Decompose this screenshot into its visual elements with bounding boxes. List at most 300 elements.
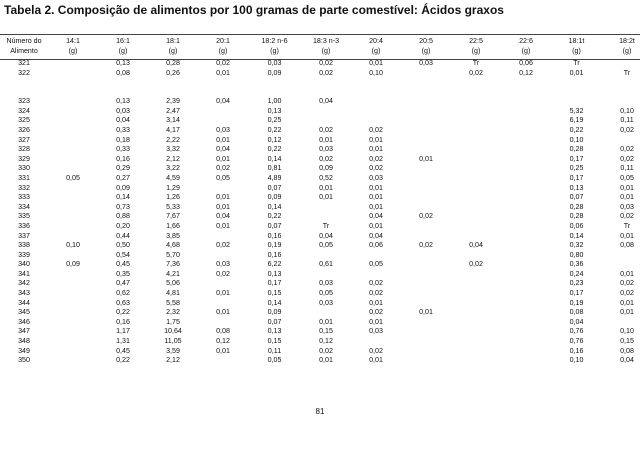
value-cell — [401, 97, 451, 107]
value-cell: 3,59 — [166, 346, 180, 355]
value-cell: 4,21 — [166, 269, 180, 278]
column-header — [148, 36, 198, 59]
value-cell — [451, 78, 501, 97]
table-row — [0, 59, 640, 69]
food-number-cell: 346 — [18, 317, 30, 326]
value-cell: 0,04 — [469, 241, 483, 250]
value-cell — [48, 347, 98, 357]
value-cell: 0,10 — [620, 327, 634, 336]
column-header — [301, 36, 351, 59]
food-number-cell: 347 — [18, 327, 30, 336]
value-cell — [48, 116, 98, 126]
value-cell: 0,23 — [569, 279, 584, 288]
value-cell: 0,04 — [369, 231, 383, 240]
value-cell — [401, 299, 451, 309]
column-header — [351, 36, 401, 59]
value-cell: 0,01 — [369, 356, 383, 365]
value-cell: 0,08 — [569, 308, 584, 317]
value-cell: 0,14 — [569, 231, 584, 240]
value-cell — [401, 318, 451, 328]
value-cell: 0,16 — [116, 154, 130, 163]
value-cell — [48, 289, 98, 299]
table-row — [0, 78, 640, 97]
value-cell — [351, 251, 401, 261]
value-cell: 0,04 — [216, 97, 230, 106]
value-cell — [451, 174, 501, 184]
value-cell — [501, 318, 551, 328]
value-cell — [401, 164, 451, 174]
value-cell: 0,22 — [116, 308, 130, 317]
value-cell: 0,10 — [620, 106, 634, 115]
table-row — [0, 174, 640, 184]
value-cell: 11,05 — [164, 337, 182, 346]
value-cell: 0,08 — [620, 241, 634, 250]
value-cell: 0,01 — [319, 317, 333, 326]
column-header — [198, 36, 248, 59]
table-row — [0, 337, 640, 347]
table-row — [0, 241, 640, 251]
value-cell — [248, 78, 301, 97]
value-cell: 0,47 — [116, 279, 130, 288]
value-cell: Tr — [623, 221, 631, 230]
value-cell: 5,06 — [166, 279, 180, 288]
value-cell — [48, 59, 98, 69]
value-cell: 0,22 — [267, 125, 282, 134]
value-cell — [351, 270, 401, 280]
food-number-cell: 327 — [18, 135, 30, 144]
value-cell — [198, 232, 248, 242]
value-cell — [501, 337, 551, 347]
value-cell: 0,16 — [267, 231, 282, 240]
value-cell: 0,03 — [216, 125, 230, 134]
value-cell: 1,31 — [116, 337, 130, 346]
value-cell: 0,01 — [620, 231, 634, 240]
value-cell — [551, 78, 602, 97]
value-cell: 4,89 — [267, 173, 282, 182]
value-cell: 0,15 — [267, 337, 282, 346]
value-cell: 4,81 — [166, 289, 180, 298]
column-header-name: 22:6 — [519, 37, 533, 45]
value-cell — [451, 222, 501, 232]
value-cell: 0,03 — [369, 173, 383, 182]
value-cell: 0,05 — [216, 173, 230, 182]
food-number-cell: 338 — [18, 241, 30, 250]
value-cell — [501, 260, 551, 270]
value-cell — [501, 241, 551, 251]
value-cell: 0,14 — [267, 202, 282, 211]
value-cell: 0,02 — [369, 154, 383, 163]
value-cell: 0,01 — [620, 308, 634, 317]
table-row — [0, 260, 640, 270]
value-cell: 0,03 — [319, 145, 333, 154]
value-cell — [501, 347, 551, 357]
value-cell: 4,68 — [166, 241, 180, 250]
value-cell — [401, 270, 451, 280]
value-cell: 0,01 — [419, 308, 433, 317]
column-header-unit: (g) — [270, 47, 279, 55]
value-cell: 5,32 — [569, 106, 584, 115]
value-cell — [198, 107, 248, 117]
header-top-rule — [0, 34, 640, 35]
value-cell: 0,01 — [216, 135, 230, 144]
value-cell — [48, 164, 98, 174]
value-cell: 0,05 — [267, 356, 282, 365]
value-cell: 0,12 — [216, 337, 230, 346]
column-header — [401, 36, 451, 59]
value-cell — [501, 136, 551, 146]
column-header-unit: (g) — [421, 47, 431, 55]
value-cell — [451, 184, 501, 194]
value-cell — [48, 97, 98, 107]
value-cell: 0,01 — [369, 135, 383, 144]
value-cell: 0,13 — [569, 183, 584, 192]
value-cell — [602, 136, 640, 146]
value-cell: 0,54 — [116, 250, 130, 259]
value-cell: 0,17 — [569, 173, 584, 182]
value-cell: 1,26 — [166, 193, 180, 202]
column-header-name: 20:4 — [369, 37, 383, 45]
value-cell — [401, 232, 451, 242]
table-row — [0, 136, 640, 146]
value-cell: 0,28 — [569, 212, 584, 221]
value-cell — [451, 279, 501, 289]
food-number-cell: 344 — [18, 298, 30, 307]
value-cell: 0,45 — [116, 346, 130, 355]
value-cell: 0,02 — [419, 241, 433, 250]
value-cell: 2,12 — [166, 154, 180, 163]
food-number-cell: 328 — [18, 145, 30, 154]
value-cell: 0,01 — [620, 183, 634, 192]
food-number-cell: 322 — [18, 68, 30, 77]
value-cell: 0,17 — [569, 289, 584, 298]
value-cell: 0,08 — [620, 346, 634, 355]
value-cell: 0,02 — [369, 279, 383, 288]
value-cell: 0,81 — [267, 164, 282, 173]
value-cell — [198, 279, 248, 289]
value-cell: 0,29 — [116, 164, 130, 173]
value-cell: 0,11 — [620, 164, 634, 173]
value-cell: 0,80 — [569, 250, 584, 259]
value-cell: 0,01 — [319, 356, 333, 365]
value-cell — [451, 155, 501, 165]
column-header-name: 16:1 — [116, 37, 130, 45]
value-cell: 0,63 — [116, 298, 130, 307]
value-cell: 0,03 — [620, 202, 634, 211]
table-row — [0, 222, 640, 232]
value-cell — [501, 145, 551, 155]
value-cell — [48, 232, 98, 242]
value-cell: 0,07 — [267, 317, 282, 326]
value-cell — [501, 164, 551, 174]
value-cell — [602, 260, 640, 270]
value-cell: 0,01 — [319, 135, 333, 144]
value-cell: 0,02 — [369, 308, 383, 317]
value-cell: 0,09 — [116, 183, 130, 192]
value-cell — [48, 327, 98, 337]
value-cell: 0,22 — [569, 125, 584, 134]
value-cell — [48, 126, 98, 136]
value-cell — [48, 212, 98, 222]
value-cell: 0,44 — [116, 231, 130, 240]
value-cell — [48, 69, 98, 79]
value-cell — [198, 356, 248, 366]
value-cell: 0,14 — [267, 298, 282, 307]
column-header-unit: Alimento — [10, 47, 38, 55]
value-cell — [451, 308, 501, 318]
food-number-cell: 323 — [18, 97, 30, 106]
value-cell — [451, 299, 501, 309]
value-cell: 1,75 — [166, 317, 180, 326]
table-row — [0, 318, 640, 328]
value-cell: 0,45 — [116, 260, 130, 269]
value-cell: 0,01 — [369, 193, 383, 202]
value-cell — [301, 308, 351, 318]
value-cell — [351, 78, 401, 97]
value-cell: 0,27 — [116, 173, 130, 182]
food-number-cell: 341 — [18, 269, 30, 278]
value-cell: 7,67 — [166, 212, 180, 221]
value-cell: 0,01 — [216, 221, 230, 230]
value-cell: 0,04 — [369, 212, 383, 221]
column-header-name: 18:1t — [568, 37, 585, 45]
value-cell — [451, 289, 501, 299]
value-cell: 0,05 — [369, 260, 383, 269]
value-cell — [551, 97, 602, 107]
value-cell — [401, 222, 451, 232]
value-cell — [401, 184, 451, 194]
value-cell — [401, 356, 451, 366]
value-cell: 0,02 — [319, 59, 333, 67]
value-cell: 0,07 — [267, 221, 282, 230]
value-cell — [451, 193, 501, 203]
food-number-cell: 339 — [18, 250, 30, 259]
food-number-cell: 348 — [18, 337, 30, 346]
table-row — [0, 126, 640, 136]
value-cell — [602, 318, 640, 328]
value-cell: 0,12 — [319, 337, 333, 346]
column-header-unit: (g) — [321, 47, 331, 55]
column-header — [602, 36, 640, 59]
value-cell: 0,01 — [216, 193, 230, 202]
value-cell — [451, 107, 501, 117]
value-cell: 0,04 — [116, 116, 130, 125]
value-cell: 0,28 — [166, 59, 180, 67]
value-cell: 0,03 — [419, 59, 433, 67]
value-cell — [451, 126, 501, 136]
value-cell: 0,02 — [620, 289, 634, 298]
value-cell: 0,01 — [419, 154, 433, 163]
value-cell: 0,01 — [369, 145, 383, 154]
value-cell — [198, 184, 248, 194]
value-cell — [501, 222, 551, 232]
value-cell: 0,25 — [569, 164, 584, 173]
value-cell: 0,01 — [216, 68, 230, 77]
value-cell — [48, 78, 98, 97]
value-cell: 0,02 — [216, 164, 230, 173]
table-header-row — [0, 36, 640, 59]
value-cell: 0,18 — [116, 135, 130, 144]
value-cell: 1,00 — [267, 97, 282, 106]
value-cell — [602, 251, 640, 261]
table-row — [0, 107, 640, 117]
value-cell: 0,10 — [66, 241, 80, 250]
value-cell: 0,88 — [116, 212, 130, 221]
value-cell — [301, 107, 351, 117]
value-cell — [501, 251, 551, 261]
value-cell — [301, 78, 351, 97]
value-cell: 0,02 — [216, 241, 230, 250]
value-cell — [351, 97, 401, 107]
value-cell: 4,17 — [166, 125, 180, 134]
table-row — [0, 279, 640, 289]
value-cell — [401, 193, 451, 203]
value-cell: 0,01 — [319, 193, 333, 202]
value-cell: 0,03 — [319, 298, 333, 307]
value-cell — [501, 184, 551, 194]
value-cell — [401, 347, 451, 357]
value-cell — [451, 356, 501, 366]
value-cell — [351, 337, 401, 347]
value-cell — [48, 318, 98, 328]
value-cell — [98, 78, 148, 97]
value-cell: 0,13 — [267, 269, 282, 278]
value-cell: 0,09 — [267, 308, 282, 317]
value-cell — [401, 136, 451, 146]
value-cell — [198, 116, 248, 126]
value-cell: 0,32 — [569, 241, 584, 250]
value-cell — [401, 289, 451, 299]
food-number-cell: 349 — [18, 346, 30, 355]
food-number-cell: 342 — [18, 279, 30, 288]
value-cell: 0,01 — [620, 298, 634, 307]
value-cell: 0,02 — [369, 125, 383, 134]
value-cell — [602, 59, 640, 69]
table-row — [0, 116, 640, 126]
value-cell — [401, 327, 451, 337]
food-number-cell: 324 — [18, 106, 30, 115]
value-cell: 0,12 — [519, 68, 533, 77]
value-cell: 0,07 — [569, 193, 584, 202]
value-cell: 0,04 — [319, 231, 333, 240]
value-cell: 0,01 — [216, 308, 230, 317]
value-cell — [48, 155, 98, 165]
value-cell — [301, 251, 351, 261]
value-cell — [501, 289, 551, 299]
value-cell — [501, 126, 551, 136]
value-cell: 0,14 — [267, 154, 282, 163]
value-cell: 0,06 — [369, 241, 383, 250]
value-cell — [401, 337, 451, 347]
value-cell: 5,70 — [166, 250, 180, 259]
column-header-unit: (g) — [118, 47, 128, 55]
value-cell — [198, 299, 248, 309]
value-cell: 0,62 — [116, 289, 130, 298]
value-cell: 0,01 — [369, 183, 383, 192]
value-cell — [48, 107, 98, 117]
table-row — [0, 251, 640, 261]
value-cell — [451, 337, 501, 347]
value-cell — [401, 116, 451, 126]
column-header-name: Número do — [6, 37, 42, 45]
value-cell: 0,01 — [369, 317, 383, 326]
column-header — [48, 36, 98, 59]
food-number-cell: 337 — [18, 231, 30, 240]
value-cell: 0,22 — [267, 212, 282, 221]
table-row — [0, 203, 640, 213]
value-cell — [401, 203, 451, 213]
value-cell — [301, 203, 351, 213]
column-header-unit: (g) — [371, 47, 381, 55]
column-header — [0, 36, 48, 59]
value-cell: 0,03 — [319, 279, 333, 288]
column-header-name: 18:1 — [166, 37, 180, 45]
value-cell — [451, 270, 501, 280]
value-cell: 0,76 — [569, 337, 584, 346]
value-cell: 3,85 — [166, 231, 180, 240]
value-cell: 0,22 — [116, 356, 130, 365]
column-header-unit: (g) — [168, 47, 178, 55]
value-cell: 0,02 — [620, 279, 634, 288]
food-number-cell: 330 — [18, 164, 30, 173]
value-cell: 0,02 — [620, 145, 634, 154]
table-row — [0, 145, 640, 155]
value-cell — [48, 251, 98, 261]
value-cell — [401, 126, 451, 136]
value-cell: 0,50 — [116, 241, 130, 250]
food-number-cell — [0, 78, 48, 97]
food-number-cell: 326 — [18, 125, 30, 134]
value-cell — [451, 97, 501, 107]
column-header-name: 18:2t — [619, 37, 635, 45]
value-cell: 0,02 — [216, 59, 230, 67]
food-number-cell: 321 — [18, 59, 30, 67]
value-cell: 0,33 — [116, 125, 130, 134]
value-cell: 0,13 — [116, 97, 130, 106]
value-cell: 0,02 — [319, 125, 333, 134]
value-cell: 0,09 — [267, 68, 282, 77]
value-cell: 5,33 — [166, 202, 180, 211]
value-cell: 4,59 — [166, 173, 180, 182]
value-cell: 0,13 — [116, 59, 130, 67]
value-cell — [501, 356, 551, 366]
value-cell: 0,12 — [267, 135, 282, 144]
column-header — [98, 36, 148, 59]
value-cell — [351, 116, 401, 126]
value-cell — [401, 174, 451, 184]
value-cell — [501, 270, 551, 280]
table-row — [0, 308, 640, 318]
table-row — [0, 69, 640, 79]
value-cell: 0,10 — [569, 135, 584, 144]
value-cell — [301, 270, 351, 280]
table-row — [0, 184, 640, 194]
table-row — [0, 270, 640, 280]
value-cell: 0,04 — [319, 97, 333, 106]
value-cell: 0,01 — [319, 183, 333, 192]
value-cell: 0,15 — [319, 327, 333, 336]
value-cell: 0,17 — [267, 279, 282, 288]
value-cell: 0,15 — [620, 337, 634, 346]
value-cell: 0,14 — [116, 193, 130, 202]
column-header — [501, 36, 551, 59]
table-row — [0, 347, 640, 357]
value-cell: 0,24 — [569, 269, 584, 278]
value-cell: 0,01 — [569, 68, 584, 77]
value-cell — [401, 78, 451, 97]
value-cell — [48, 270, 98, 280]
value-cell: 0,11 — [620, 116, 634, 125]
value-cell: 0,52 — [319, 173, 333, 182]
